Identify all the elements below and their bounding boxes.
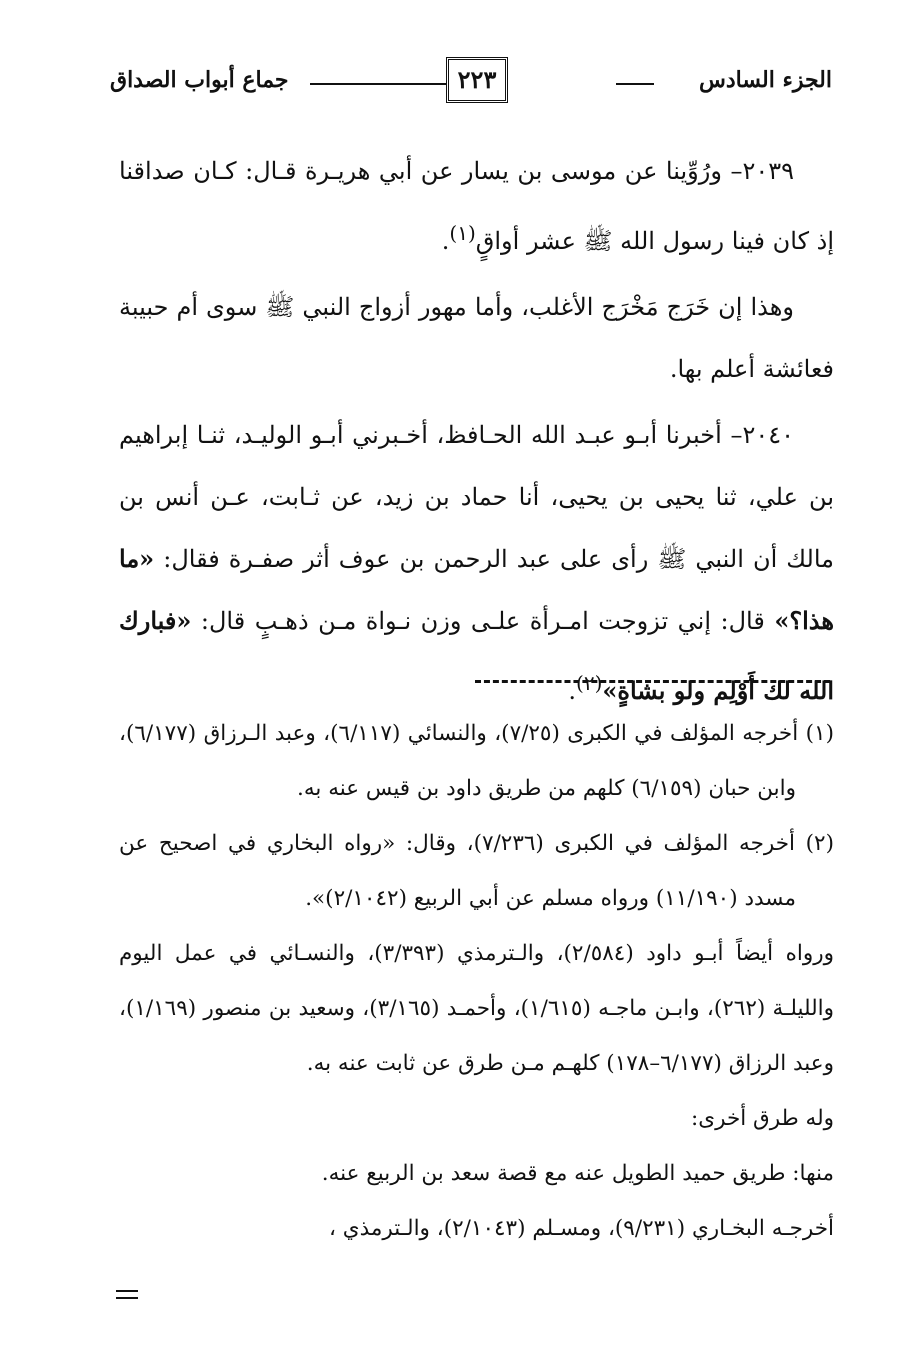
footnote-2-text: أخرجه المؤلف في الكبرى (٧/٢٣٦)، وقال: «رواه البخاري في اصحيح عن مسدد (١١/١٩٠) ورواه مسلم عن أبي الربيع (٢/١٠٤٢)». — [119, 831, 796, 911]
footnotes — [119, 706, 834, 1256]
page-header — [110, 55, 832, 105]
hadith-2040-text: ٢٠٤٠– أخبرنا أبـو عبـد الله الحـافظ، أخـبرني أبـو الوليـد، ثنـا إبراهيم بن علي، ثنا يحيى بن يحيى، أنا حماد بن زيد، عن ثـابت، عـن أنس بن مالك أن النبي ﷺ رأى على عبد الرحمن بن عوف أثر صفـرة فقال: — [119, 421, 834, 573]
footnote-2-paragraph-5: أخرجـه البخـاري (٩/٢٣١)، ومسـلم (٢/١٠٤٣)، والـترمذي ، — [328, 1216, 834, 1241]
footnote-2-number: (٢) — [805, 831, 834, 856]
hadith-2039-text: ٢٠٣٩– ورُوِّينا عن موسى بن يسار عن أبي هريـرة قـال: كـان صداقنا إذ كان فينا رسول الله ﷺ عشر أواقٍ — [119, 157, 834, 255]
quote-ma-hadha: «ما هذا؟» — [119, 544, 834, 635]
footnote-1-text: أخرجه المؤلف في الكبرى (٧/٢٥)، والنسائي (٦/١١٧)، وعبد الـرزاق (٦/١٧٧)، وابن حبان (٦/١٥٩) كلهم من طريق داود بن قيس عنه به. — [119, 721, 799, 801]
main-text — [119, 140, 834, 722]
footnote-separator — [475, 680, 830, 683]
hadith-2040-mid: قال: إني تزوجت امـرأة علـى وزن نـواة مـن ذهـبٍ قال: — [191, 607, 775, 635]
quote-barak-allah: «فبارك الله لك أَوْلِم ولو بشاةٍ» — [119, 606, 834, 705]
chapter-title: جماع أبواب الصداق — [110, 67, 289, 93]
footnote-2-paragraph-3: وله طرق أخرى: — [691, 1106, 834, 1131]
hadith-2039: ٢٠٣٩– ورُوِّينا عن موسى بن يسار عن أبي هريـرة قـال: كـان صداقنا إذ كان فينا رسول الله ﷺ عشر أواقٍ$^{(١)}$. — [119, 157, 834, 255]
page-number: ٢٢٣ — [446, 57, 508, 103]
footnote-2-paragraph-2: ورواه أيضاً أبـو داود (٢/٥٨٤)، والـترمذي (٣/٣٩٣)، والنسـائي في عمل اليوم والليلـة (٢٦٢)، وابـن ماجـه (١/٦١٥)، وأحمـد (٣/١٦٥)، وسعيد بن منصور (١/١٦٩)، وعبد الرزاق (٦/١٧٧–١٧٨) كلهـم مـن طرق عن ثابت عنه به. — [119, 941, 834, 1076]
footnote-ref-2: (٢) — [576, 671, 603, 695]
footnote-1 — [119, 706, 834, 816]
footnote-2 — [119, 816, 834, 926]
volume-label: الجزء السادس — [699, 67, 832, 93]
footnote-1-number: (١) — [805, 721, 834, 746]
footnote-2-paragraph-4: منها: طريق حميد الطويل عنه مع قصة سعد بن الربيع عنه. — [321, 1161, 834, 1186]
continuation-mark — [116, 1290, 138, 1299]
commentary-paragraph: وهذا إن خَرَج مَخْرَج الأغلب، وأما مهور أزواج النبي ﷺ سوى أم حبيبة فعائشة أعلم بها. — [119, 293, 834, 383]
header-rule-right — [616, 83, 654, 85]
hadith-2040 — [119, 404, 834, 722]
header-rule-left — [310, 83, 446, 85]
hadith-2040-end: . — [568, 677, 577, 705]
footnote-ref-1: (١) — [449, 221, 476, 245]
